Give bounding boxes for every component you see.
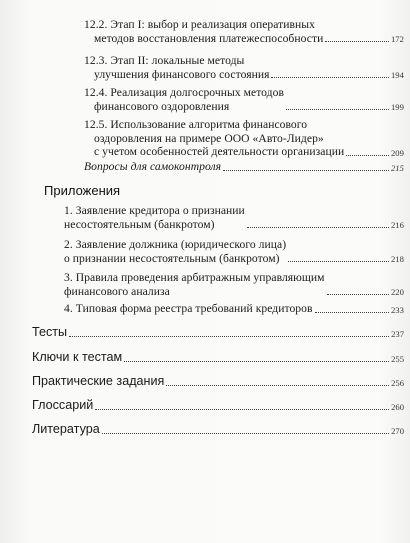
toc-section-tests <box>32 325 404 340</box>
section-title: Ключи к тестам <box>32 350 123 364</box>
toc-entry-line: 12.4. Реализация долгосрочных методов <box>84 86 284 99</box>
toc-section-glossary <box>32 398 404 413</box>
section-title: Практические задания <box>32 374 165 388</box>
toc-entry-line: оздоровления на примере ООО «Авто-Лидер» <box>94 131 324 145</box>
dot-leader <box>124 361 389 362</box>
toc-entry-line: 2. Заявление должника (юридического лица) <box>64 238 287 251</box>
toc-entry-12-3 <box>84 54 404 81</box>
toc-entry-line: о признании несостоятельным (банкротом) <box>64 251 280 265</box>
toc-entry-line: 4. Типовая форма реестра требований кредиторов <box>64 302 313 315</box>
toc-entry-line: улучшения финансового состояния <box>94 67 270 81</box>
page-number: 215 <box>390 162 404 173</box>
toc-section-practical-tasks <box>32 374 404 389</box>
section-title: Тесты <box>32 325 68 339</box>
page-number: 209 <box>390 147 404 158</box>
page-number: 220 <box>390 287 404 298</box>
appendix-item-1 <box>64 204 404 231</box>
toc-entry-line: Вопросы для самоконтроля <box>84 160 222 173</box>
dot-leader <box>288 261 389 262</box>
page-number: 216 <box>390 220 404 231</box>
page-number: 194 <box>390 70 404 81</box>
dot-leader <box>286 109 389 110</box>
dot-leader <box>69 336 389 337</box>
page-number: 237 <box>391 329 404 339</box>
dot-leader <box>315 312 389 313</box>
section-title: Литература <box>32 422 100 436</box>
toc-section-literature <box>32 422 404 437</box>
dot-leader <box>327 294 389 295</box>
section-title: Глоссарий <box>32 398 94 412</box>
toc-entry-line: финансового анализа <box>64 284 170 298</box>
toc-entry-line: 12.5. Использование алгоритма финансового <box>84 118 308 131</box>
dot-leader <box>271 77 388 78</box>
toc-entry-line: 12.3. Этап II: локальные методы <box>84 54 245 67</box>
toc-entry-12-4 <box>84 86 404 113</box>
toc-section-test-keys <box>32 350 404 365</box>
dot-leader <box>346 155 389 156</box>
toc-entry-self-check <box>84 160 404 174</box>
page-number: 199 <box>390 102 404 113</box>
toc-entry-line: 12.2. Этап I: выбор и реализация оперативных <box>84 18 315 31</box>
page-number: 270 <box>391 426 404 436</box>
dot-leader <box>102 433 389 434</box>
page-number: 255 <box>391 354 404 364</box>
dot-leader <box>247 227 389 228</box>
dot-leader <box>223 170 389 171</box>
page-number: 233 <box>390 304 404 315</box>
page-number: 256 <box>391 378 404 388</box>
page-number: 218 <box>390 254 404 265</box>
dot-leader <box>166 385 389 386</box>
page-number: 260 <box>391 402 404 412</box>
appendix-item-4 <box>64 302 404 316</box>
page-number: 172 <box>390 34 404 45</box>
toc-entry-line: методов восстановления платежеспособности <box>94 31 324 45</box>
appendix-item-2 <box>64 238 404 265</box>
toc-entry-line: несостоятельным (банкротом) <box>64 217 215 231</box>
dot-leader <box>325 41 389 42</box>
dot-leader <box>95 409 389 410</box>
toc-entry-line: финансового оздоровления <box>94 99 230 113</box>
appendix-heading: Приложения <box>44 183 121 198</box>
appendix-item-3 <box>64 271 404 298</box>
toc-entry-line: 1. Заявление кредитора о признании <box>64 204 245 217</box>
toc-entry-line: 3. Правила проведения арбитражным управляющим <box>64 271 325 284</box>
toc-entry-12-2 <box>84 18 404 45</box>
toc-entry-line: с учетом особенностей деятельности организации <box>94 145 345 159</box>
toc-entry-12-5 <box>84 118 404 159</box>
